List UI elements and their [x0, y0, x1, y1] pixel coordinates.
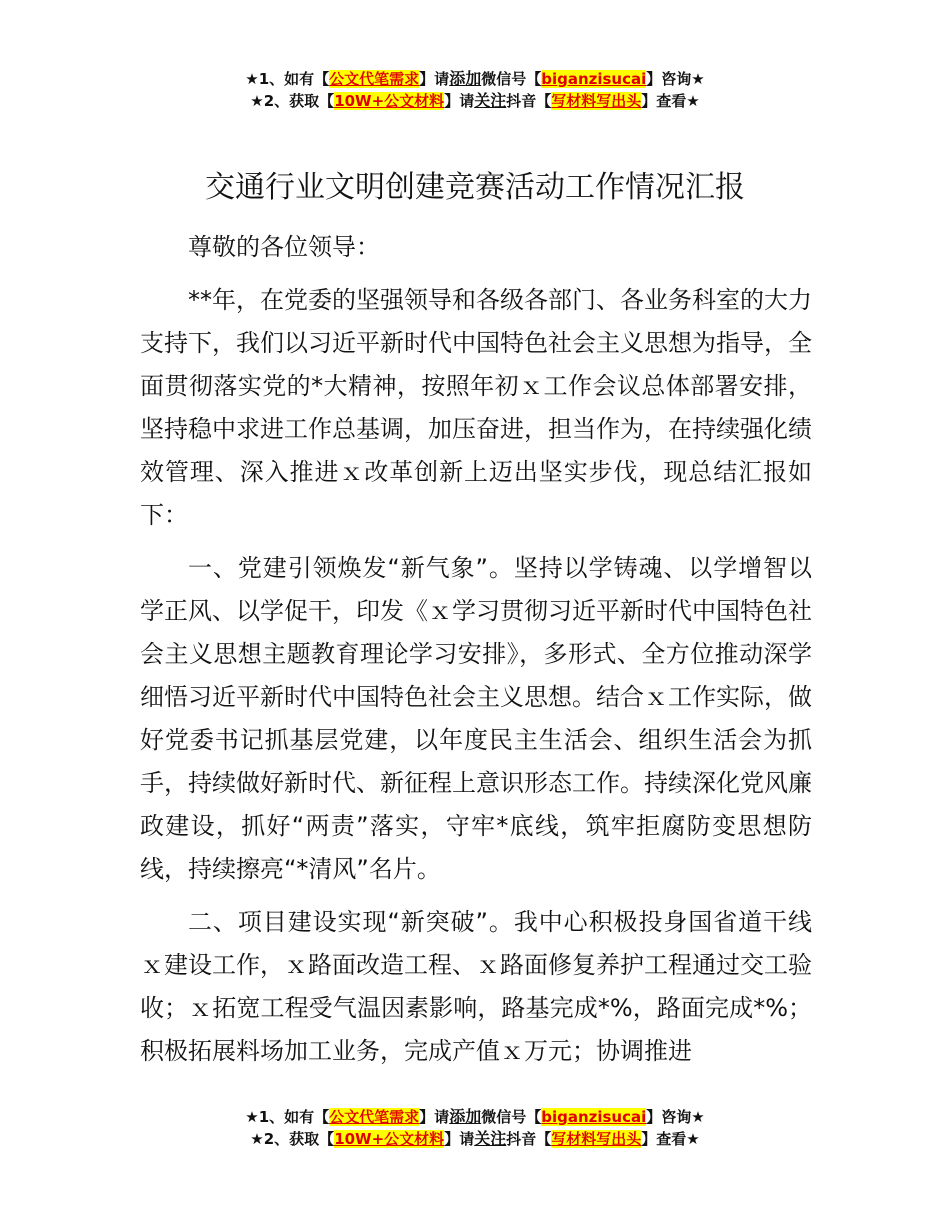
promo-text: 抖音【 [506, 92, 552, 110]
promo-text: 抖音【 [506, 1130, 552, 1148]
paragraph-project-construction: 二、项目建设实现“新突破”。我中心积极投身国省道干线ｘ建设工作，ｘ路面改造工程、ｘ路面修复养护工程通过交工验收；ｘ拓宽工程受气温因素影响，路基完成*%，路面完成*%；积极拓展料场加工业务，完成产值ｘ万元；协调推进 [140, 908, 812, 1065]
promo-text: 】咨询★ [646, 70, 705, 88]
promo-underline: 关注 [474, 91, 507, 110]
promo-text: 】请 [419, 70, 450, 88]
document-body [140, 226, 812, 1090]
promo-highlight: 公文代笔需求 [329, 70, 420, 88]
promo-text: ★1、如有【 [245, 1108, 330, 1126]
promo-underline: 添加 [449, 69, 482, 88]
promo-text: 微信号【 [481, 70, 542, 88]
promo-highlight: 10W+公文材料 [334, 1130, 445, 1148]
promo-line-1 [0, 68, 950, 90]
footer-promo-banner [0, 1106, 950, 1150]
promo-text: 】请 [444, 1130, 475, 1148]
promo-highlight: 10W+公文材料 [334, 92, 445, 110]
promo-highlight: 写材料写出头 [551, 92, 642, 110]
promo-text: 】查看★ [641, 1130, 700, 1148]
promo-line-2 [0, 90, 950, 112]
paragraph-intro: **年，在党委的坚强领导和各级各部门、各业务科室的大力支持下，我们以习近平新时代中国特色社会主义思想为指导，全面贯彻落实党的*大精神，按照年初ｘ工作会议总体部署安排，坚持稳中求进工作总基调，加压奋进，担当作为，在持续强化绩效管理、深入推进ｘ改革创新上迈出坚实步伐，现总结汇报如下： [140, 286, 812, 529]
header-promo-banner [0, 68, 950, 112]
promo-highlight: biganzisucai [541, 70, 647, 88]
promo-underline: 关注 [474, 1129, 507, 1148]
salutation: 尊敬的各位领导： [188, 233, 380, 261]
promo-highlight: 写材料写出头 [551, 1130, 642, 1148]
promo-underline: 添加 [449, 1107, 482, 1126]
paragraph-party-building: 一、党建引领焕发“新气象”。坚持以学铸魂、以学增智以学正风、以学促干，印发《ｘ学习贯彻习近平新时代中国特色社会主义思想主题教育理论学习安排》，多形式、全方位推动深学细悟习近平新时代中国特色社会主义思想。结合ｘ工作实际，做好党委书记抓基层党建，以年度民主生活会、组织生活会为抓手，持续做好新时代、新征程上意识形态工作。持续深化党风廉政建设，抓好“两责”落实，守牢*底线，筑牢拒腐防变思想防线，持续擦亮“*清风”名片。 [140, 554, 812, 883]
promo-text: 】查看★ [641, 92, 700, 110]
promo-line-1 [0, 1106, 950, 1128]
promo-line-2 [0, 1128, 950, 1150]
promo-highlight: 公文代笔需求 [329, 1108, 420, 1126]
promo-text: ★2、获取【 [250, 1130, 335, 1148]
promo-text: 微信号【 [481, 1108, 542, 1126]
promo-text: 】请 [419, 1108, 450, 1126]
document-title: 交通行业文明创建竞赛活动工作情况汇报 [205, 170, 745, 205]
promo-text: 】请 [444, 92, 475, 110]
promo-text: 】咨询★ [646, 1108, 705, 1126]
promo-text: ★1、如有【 [245, 70, 330, 88]
promo-text: ★2、获取【 [250, 92, 335, 110]
promo-highlight: biganzisucai [541, 1108, 647, 1126]
